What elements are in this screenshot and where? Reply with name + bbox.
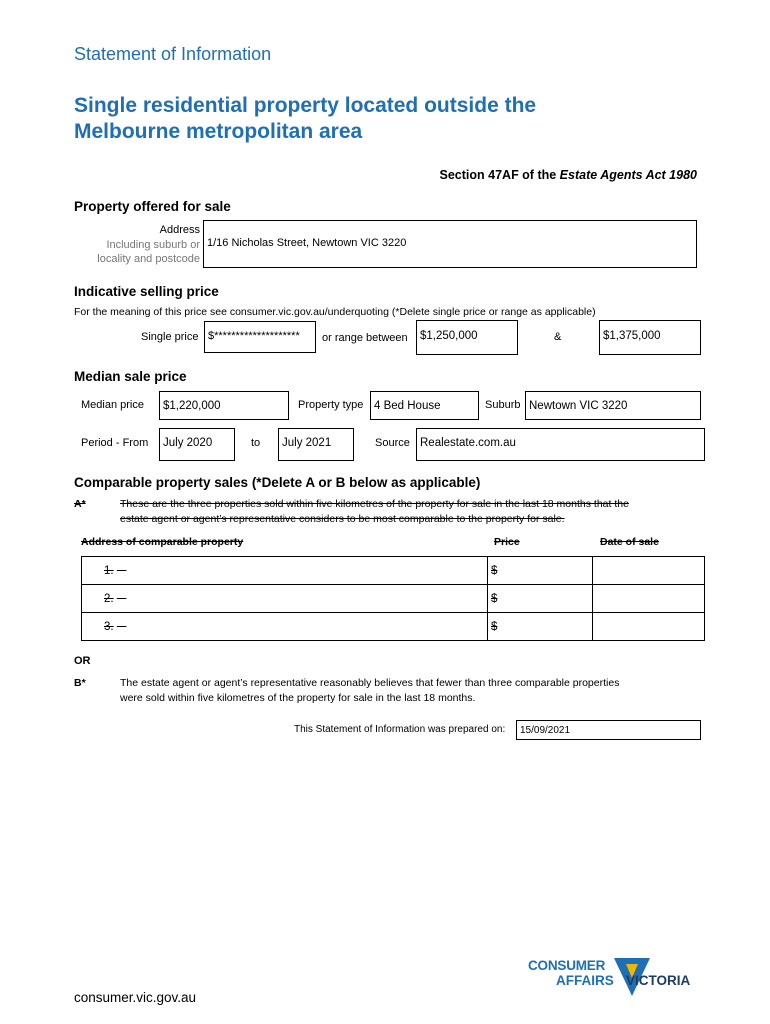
comparable-address-cell[interactable]	[82, 557, 488, 585]
option-b-text-1: The estate agent or agent’s representative reasonably believes that fewer than three comparable properties	[120, 677, 620, 689]
row-price: $	[491, 620, 498, 633]
comparable-address-cell[interactable]	[82, 613, 488, 641]
col-address-header: Address of comparable property	[81, 536, 244, 548]
comparable-price-cell[interactable]	[488, 557, 593, 585]
median-heading: Median sale price	[74, 369, 187, 384]
property-heading: Property offered for sale	[74, 199, 231, 214]
property-type-field[interactable]: 4 Bed House	[370, 391, 479, 420]
option-b-marker: B*	[74, 677, 86, 689]
prepared-label: This Statement of Information was prepared on:	[294, 724, 506, 735]
row-price: $	[491, 592, 498, 605]
comparable-price-cell[interactable]	[488, 613, 593, 641]
comparable-address-cell[interactable]	[82, 585, 488, 613]
single-price-label: Single price	[141, 331, 199, 343]
option-a-marker: A*	[74, 498, 86, 510]
indicative-note: For the meaning of this price see consumer.vic.gov.au/underquoting (*Delete single price or range as applicable)	[74, 306, 596, 318]
page-heading-line2: Melbourne metropolitan area	[74, 120, 363, 143]
comparable-date-cell[interactable]	[593, 557, 705, 585]
row-number: 3.	[104, 620, 114, 633]
comparable-table	[81, 556, 705, 641]
section-reference-prefix: Section 47AF of the	[439, 168, 560, 182]
logo-line2: AFFAIRS	[556, 973, 614, 988]
address-label-3: locality and postcode	[97, 253, 200, 265]
option-a-text	[120, 497, 629, 527]
option-a-text-2: estate agent or agent’s representative considers to be most comparable to the property for sale.	[120, 513, 565, 525]
row-blank	[117, 621, 129, 633]
option-a-text-1: These are the three properties sold within five kilometres of the property for sale in the last 18 months that the	[120, 498, 629, 510]
doc-title: Statement of Information	[74, 44, 272, 64]
indicative-heading: Indicative selling price	[74, 284, 219, 299]
page-heading	[74, 93, 536, 145]
table-row	[82, 585, 705, 613]
table-row	[82, 557, 705, 585]
option-b-text	[120, 676, 619, 706]
range-ampersand: &	[554, 331, 562, 343]
or-label: OR	[74, 655, 91, 667]
footer-url[interactable]: consumer.vic.gov.au	[74, 990, 197, 1005]
col-date-header: Date of sale	[600, 536, 659, 548]
comparable-price-cell[interactable]	[488, 585, 593, 613]
period-from-label: Period - From	[81, 437, 149, 449]
logo-victoria: VICTORIA	[626, 973, 691, 988]
source-field[interactable]: Realestate.com.au	[416, 428, 705, 461]
address-label	[74, 223, 200, 267]
row-blank	[117, 565, 129, 577]
page-heading-line1: Single residential property located outside the	[74, 94, 537, 117]
row-number: 2.	[104, 592, 114, 605]
comparable-heading: Comparable property sales (*Delete A or B below as applicable)	[74, 475, 481, 490]
period-to-label: to	[251, 437, 261, 449]
single-price-field[interactable]: $********************	[204, 321, 316, 353]
address-label-2: Including suburb or	[106, 238, 200, 251]
consumer-affairs-victoria-logo	[528, 958, 703, 1008]
table-row	[82, 613, 705, 641]
range-low-field[interactable]: $1,250,000	[416, 320, 518, 355]
row-price: $	[491, 564, 498, 577]
range-label: or range between	[322, 332, 408, 344]
median-price-label: Median price	[81, 399, 144, 411]
section-reference	[440, 168, 697, 182]
suburb-label: Suburb	[485, 399, 521, 411]
period-to-field[interactable]: July 2021	[278, 428, 354, 461]
range-high-field[interactable]: $1,375,000	[599, 320, 701, 355]
option-b-text-2: were sold within five kilometres of the property for sale in the last 18 months.	[120, 692, 476, 704]
logo-line1: CONSUMER	[528, 958, 606, 973]
property-type-label: Property type	[298, 399, 364, 411]
comparable-date-cell[interactable]	[593, 585, 705, 613]
address-label-1: Address	[159, 224, 200, 236]
address-field[interactable]: 1/16 Nicholas Street, Newtown VIC 3220	[203, 220, 697, 268]
suburb-field[interactable]: Newtown VIC 3220	[525, 391, 701, 420]
prepared-date-field[interactable]: 15/09/2021	[516, 720, 701, 740]
col-price-header: Price	[494, 536, 520, 548]
act-name: Estate Agents Act 1980	[559, 168, 697, 182]
comparable-date-cell[interactable]	[593, 613, 705, 641]
source-label: Source	[375, 437, 410, 449]
median-price-field[interactable]: $1,220,000	[159, 391, 289, 420]
period-from-field[interactable]: July 2020	[159, 428, 235, 461]
row-blank	[117, 593, 129, 605]
row-number: 1.	[104, 564, 114, 577]
